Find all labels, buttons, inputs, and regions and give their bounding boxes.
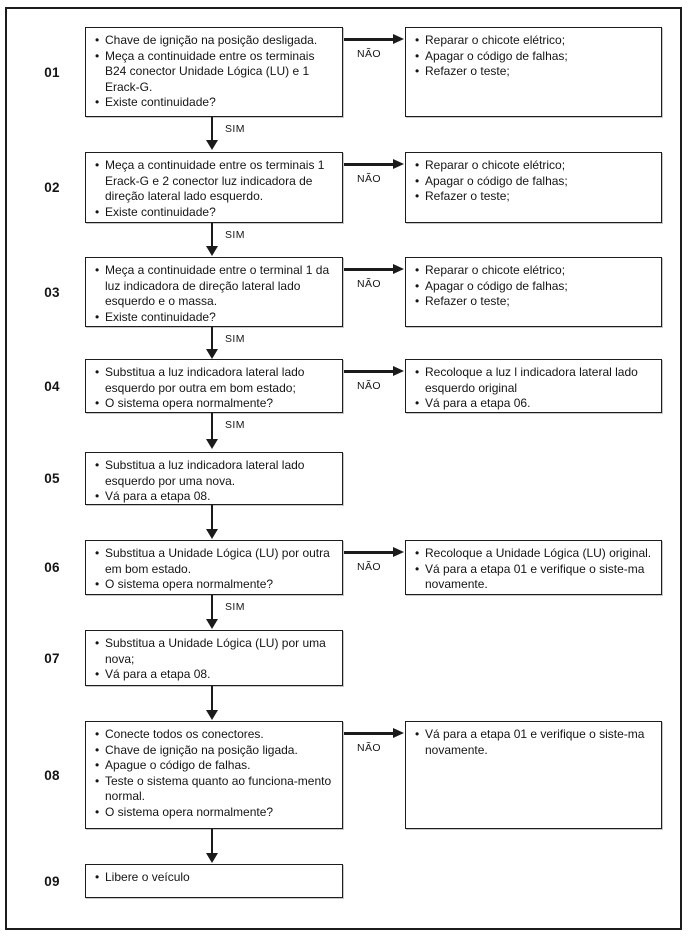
no-branch-arrow (344, 365, 404, 397)
step-08-action-box (85, 721, 343, 829)
arrowhead-right-icon (393, 728, 404, 738)
bullet-item: • O sistema opera normalmente? (94, 805, 336, 821)
step-02-no-box (405, 152, 662, 223)
bullet-item: • Vá para a etapa 01 e verifique o siste-ma novamente. (414, 727, 655, 758)
step-03-action-box (85, 257, 343, 327)
step-number-02: 02 (44, 180, 60, 195)
bullet-item: • Substitua a luz indicadora lateral lado esquerdo por uma nova. (94, 458, 336, 489)
arrow-line (344, 551, 394, 554)
bullet-item: • Existe continuidade? (94, 95, 336, 111)
sim-arrow (206, 327, 245, 359)
bullet-item: • Vá para a etapa 08. (94, 667, 336, 683)
step-number-08: 08 (44, 767, 60, 783)
bullet-item: • Chave de ignição na posição ligada. (94, 743, 336, 759)
arrowhead-down-icon (206, 619, 218, 629)
sim-arrow (206, 413, 245, 449)
arrowhead-down-icon (206, 439, 218, 449)
no-branch-arrow (344, 727, 404, 759)
step-number-05: 05 (44, 471, 60, 486)
sim-label: SIM (225, 229, 245, 241)
arrowhead-down-icon (206, 529, 218, 539)
sim-arrow (206, 595, 245, 629)
arrowhead-right-icon (393, 366, 404, 376)
arrow-line (344, 163, 394, 166)
step-number-01: 01 (44, 64, 60, 80)
bullet-item: • Substitua a luz indicadora lateral lado esquerdo por outra em bom estado; (94, 365, 336, 396)
bullet-item: • Reparar o chicote elétrico; (414, 33, 655, 49)
no-label: NÃO (357, 48, 381, 60)
next-step-arrow (206, 686, 218, 720)
arrow-line (344, 268, 394, 271)
arrowhead-down-icon (206, 349, 218, 359)
step-number-09: 09 (44, 873, 60, 889)
step-08-no-box (405, 721, 662, 829)
step-06-no-box (405, 540, 662, 595)
arrowhead-right-icon (393, 34, 404, 44)
arrow-line (344, 732, 394, 735)
sim-label: SIM (225, 601, 245, 613)
sim-label: SIM (225, 333, 245, 345)
bullet-item: • Meça a continuidade entre os terminais B24 conector Unidade Lógica (LU) e 1 Erack-G. (94, 49, 336, 96)
step-02-action-box (85, 152, 343, 223)
bullet-item: • Vá para a etapa 06. (414, 396, 655, 412)
no-label: NÃO (357, 380, 381, 392)
arrowhead-down-icon (206, 710, 218, 720)
no-label: NÃO (357, 173, 381, 185)
arrow-line (211, 505, 214, 530)
no-label: NÃO (357, 742, 381, 754)
step-09-action-box (85, 864, 343, 898)
step-07-action-box (85, 630, 343, 686)
bullet-item: • Vá para a etapa 01 e verifique o siste-ma novamente. (414, 562, 655, 593)
sim-arrow (206, 223, 245, 256)
bullet-item: • Recoloque a Unidade Lógica (LU) original. (414, 546, 655, 562)
arrow-line (211, 686, 214, 711)
bullet-item: • Recoloque a luz l indicadora lateral lado esquerdo original (414, 365, 655, 396)
bullet-item: • Apagar o código de falhas; (414, 49, 655, 65)
bullet-item: • Meça a continuidade entre o terminal 1 da luz indicadora de direção lateral lado esquerdo e o massa. (94, 263, 336, 310)
sim-arrow (206, 117, 245, 150)
bullet-item: • Existe continuidade? (94, 310, 336, 326)
step-number-06: 06 (44, 560, 60, 575)
arrowhead-right-icon (393, 547, 404, 557)
step-number-03: 03 (44, 284, 60, 300)
bullet-item: • Teste o sistema quanto ao funciona-mento normal. (94, 774, 336, 805)
step-06-action-box (85, 540, 343, 595)
step-03-no-box (405, 257, 662, 327)
arrowhead-right-icon (393, 264, 404, 274)
bullet-item: • Existe continuidade? (94, 205, 336, 221)
arrow-line (211, 829, 214, 854)
step-05-action-box (85, 452, 343, 505)
bullet-item: • Refazer o teste; (414, 294, 655, 310)
bullet-item: • O sistema opera normalmente? (94, 396, 336, 412)
next-step-arrow (206, 505, 218, 539)
outer-frame (5, 7, 682, 930)
bullet-item: • Apagar o código de falhas; (414, 279, 655, 295)
arrow-line (211, 413, 214, 440)
next-step-arrow (206, 829, 218, 863)
no-branch-arrow (344, 33, 404, 65)
step-number-04: 04 (44, 378, 60, 394)
arrow-line (344, 370, 394, 373)
no-label: NÃO (357, 278, 381, 290)
bullet-item: • Apagar o código de falhas; (414, 174, 655, 190)
arrow-line (211, 595, 214, 620)
bullet-item: • Meça a continuidade entre os terminais 1 Erack-G e 2 conector luz indicadora de direção lateral lado esquerdo. (94, 158, 336, 205)
step-04-no-box (405, 359, 662, 413)
bullet-item: • Substitua a Unidade Lógica (LU) por uma nova; (94, 636, 336, 667)
bullet-item: • Apague o código de falhas. (94, 758, 336, 774)
step-number-07: 07 (44, 650, 60, 666)
arrowhead-down-icon (206, 853, 218, 863)
arrowhead-right-icon (393, 159, 404, 169)
bullet-item: • Substitua a Unidade Lógica (LU) por outra em bom estado. (94, 546, 336, 577)
bullet-item: • Conecte todos os conectores. (94, 727, 336, 743)
bullet-item: • Reparar o chicote elétrico; (414, 263, 655, 279)
bullet-item: • Chave de ignição na posição desligada. (94, 33, 336, 49)
step-01-action-box (85, 27, 343, 117)
bullet-item: • Refazer o teste; (414, 64, 655, 80)
bullet-item: • Refazer o teste; (414, 189, 655, 205)
bullet-item: • O sistema opera normalmente? (94, 577, 336, 593)
arrow-line (211, 327, 214, 350)
arrow-line (344, 38, 394, 41)
no-branch-arrow (344, 263, 404, 295)
arrow-line (211, 223, 214, 247)
step-01-no-box (405, 27, 662, 117)
no-branch-arrow (344, 158, 404, 190)
bullet-item: • Reparar o chicote elétrico; (414, 158, 655, 174)
bullet-item: • Libere o veículo (94, 870, 336, 886)
arrowhead-down-icon (206, 246, 218, 256)
no-label: NÃO (357, 561, 381, 573)
arrowhead-down-icon (206, 140, 218, 150)
arrow-line (211, 117, 214, 141)
step-04-action-box (85, 359, 343, 413)
sim-label: SIM (225, 419, 245, 431)
bullet-item: • Vá para a etapa 08. (94, 489, 336, 505)
sim-label: SIM (225, 123, 245, 135)
no-branch-arrow (344, 546, 404, 578)
